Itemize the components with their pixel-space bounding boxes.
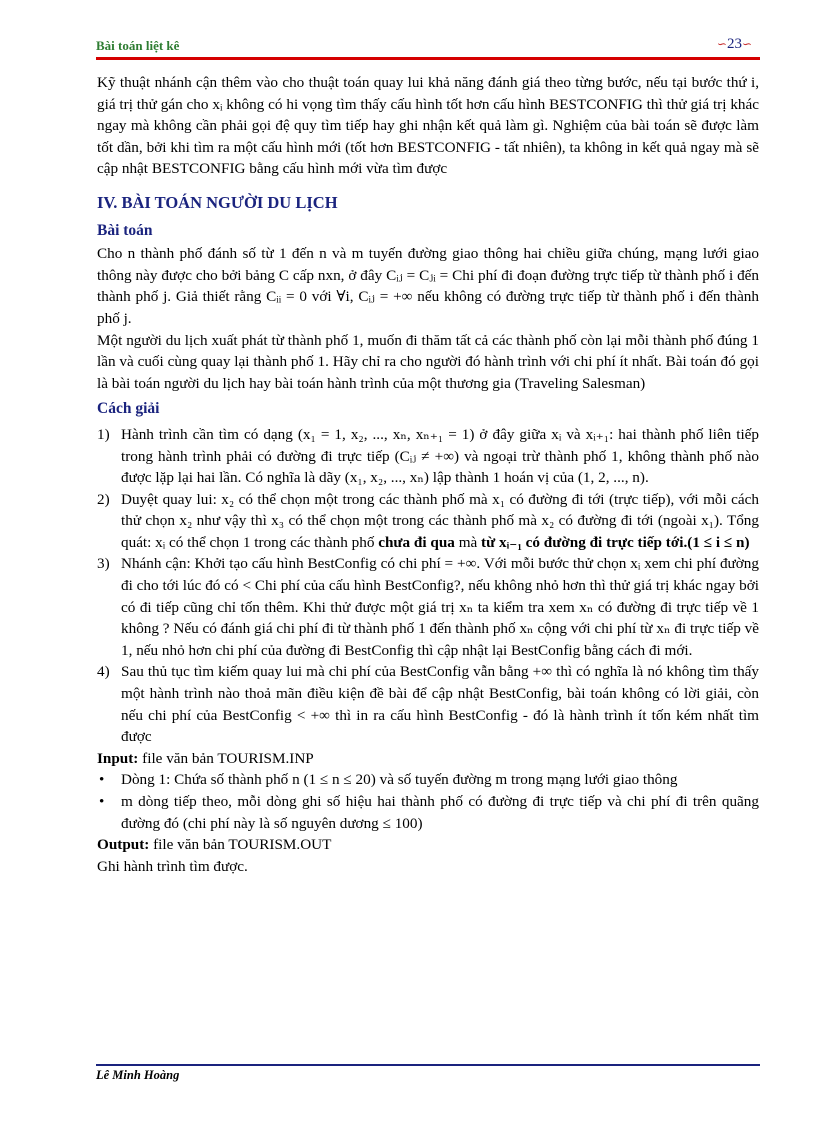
output-note: Ghi hành trình tìm được. xyxy=(97,857,248,875)
input-bullets xyxy=(97,769,759,834)
step-bold-text: chưa đi qua xyxy=(378,533,455,551)
step-text: Nhánh cận: Khởi tạo cấu hình BestConfig có chi phí = +∞. Với mỗi bước thử chọn xᵢ xem chi phí đường đi cho tới lúc đó có < Chi phí của cấu hình BestConfig?, nếu không nhỏ hơn thì thử giá trị khác ngay bởi có đi tiếp cũng chỉ tốn thêm. Khi thử được một giá trị xₙ ta kiểm tra xem xₙ có đường đi trực tiếp về 1 không ? Nếu có đánh giá chi phí đi từ thành phố 1 đến thành phố xₙ cộng với chi phí từ xₙ đi trực tiếp về 1, nếu nhỏ hơn chi phí của đường đi BestConfig thì cập nhật lại BestConfig bằng cách đi mới. xyxy=(121,555,759,659)
list-item xyxy=(97,769,759,791)
page-content xyxy=(97,72,759,877)
input-line xyxy=(97,748,759,770)
step-number: 1) xyxy=(97,425,110,443)
section-title: IV. BÀI TOÁN NGƯỜI DU LỊCH xyxy=(97,192,338,212)
step-text-mid: mà xyxy=(458,533,478,551)
page-number: 23 xyxy=(726,36,742,52)
step-number: 3) xyxy=(97,555,110,573)
step-text: Hành trình cần tìm có dạng (x₁ = 1, x₂, ..., xₙ, xₙ₊₁ = 1) ở đây giữa xᵢ và xᵢ₊₁: hai thành phố liên tiếp trong hành trình phải có đường đi trực tiếp (Cᵢⱼ ≠ +∞) và ngoại trừ thành phố 1, không thành phố nào được lặp lại hai lần. Có nghĩa là dãy (x₁, x₂, ..., xₙ) lập thành 1 hoán vị của (1, 2, ..., n). xyxy=(121,425,759,487)
step-text: Duyệt quay lui: x₂ có thể chọn một trong các thành phố mà x₁ có đường đi tới (trực tiếp), với mỗi cách thử chọn x₂ như vậy thì x₃ có thể chọn một trong các thành phố mà x₂ có đường đi tới (ngoài x₁). Tổng quát: xᵢ có thể chọn 1 trong các thành phố xyxy=(121,490,759,551)
bullet-icon: • xyxy=(99,771,105,789)
solution-heading: Cách giải xyxy=(97,400,160,418)
footer-author: Lê Minh Hoàng xyxy=(96,1068,180,1082)
step-item xyxy=(97,424,759,489)
bullet-text: m dòng tiếp theo, mỗi dòng ghi số hiệu hai thành phố có đường đi trực tiếp và chi phí đi trên quãng đường đó (chi phí này là số nguyên dương ≤ 100) xyxy=(121,793,759,832)
step-number: 2) xyxy=(97,490,110,508)
footer-divider xyxy=(96,1064,760,1066)
output-label: Output: xyxy=(97,836,150,854)
step-text: Sau thủ tục tìm kiếm quay lui mà chi phí của BestConfig vẫn bằng +∞ thì có nghĩa là nó không tìm thấy một hành trình nào thoả mãn điều kiện đề bài để cập nhật BestConfig, bài toán không có lời giải, còn nếu chi phí của BestConfig < +∞ thì in ra cấu hình BestConfig - đó là hành trình ít tốn kém nhất tìm được xyxy=(121,663,759,746)
solution-steps xyxy=(97,424,759,748)
page-number-block xyxy=(717,36,752,53)
problem-heading: Bài toán xyxy=(97,221,153,239)
header-title: Bài toán liệt kê xyxy=(96,38,180,53)
step-item xyxy=(97,661,759,747)
input-text: file văn bản TOURISM.INP xyxy=(142,749,314,767)
problem-paragraph-1: Cho n thành phố đánh số từ 1 đến n và m tuyến đường giao thông hai chiều giữa chúng, mạng lưới giao thông này được cho bởi bảng C cấp nxn, ở đây Cᵢⱼ = Cⱼᵢ = Chi phí đi đoạn đường trực tiếp từ thành phố i đến thành phố j. Giả thiết rằng Cᵢᵢ = 0 với ∀i, Cᵢⱼ = +∞ nếu không có đường trực tiếp từ thành phố i đến thành phố j. xyxy=(97,245,759,327)
header-divider xyxy=(96,57,760,60)
ornament-right-icon: ∽ xyxy=(741,37,752,51)
output-line xyxy=(97,834,759,856)
list-item xyxy=(97,791,759,834)
output-text: file văn bản TOURISM.OUT xyxy=(153,836,332,854)
input-label: Input: xyxy=(97,749,139,767)
bullet-icon: • xyxy=(99,793,105,810)
intro-paragraph: Kỹ thuật nhánh cận thêm vào cho thuật toán quay lui khả năng đánh giá theo từng bước, nếu tại bước thứ i, giá trị thử gán cho xᵢ không có hi vọng tìm thấy cấu hình tốt hơn cấu hình BESTCONFIG thì thử giá trị khác ngay mà không cần phải gọi đệ quy tìm tiếp hay ghi nhận kết quả làm gì. Nghiệm của bài toán sẽ được làm tốt dần, bởi khi tìm ra một cấu hình mới (tốt hơn BESTCONFIG - tất nhiên), ta không in kết quả ngay mà sẽ cập nhật BESTCONFIG bằng cấu hình mới vừa tìm được xyxy=(97,74,759,178)
step-item xyxy=(97,489,759,554)
step-bold-text: từ xᵢ₋₁ có đường đi trực tiếp tới.(1 ≤ i ≤ n) xyxy=(481,533,750,551)
step-item xyxy=(97,553,759,661)
step-number: 4) xyxy=(97,663,110,681)
page-header xyxy=(96,36,760,58)
ornament-left-icon: ∽ xyxy=(716,37,727,51)
problem-paragraph-2: Một người du lịch xuất phát từ thành phố 1, muốn đi thăm tất cả các thành phố còn lại mỗi thành phố đúng 1 lần và cuối cùng quay lại thành phố 1. Hãy chỉ ra cho người đó hành trình với chi phí ít nhất. Bài toán đó gọi là bài toán người du lịch hay bài toán hành trình của một thương gia (Traveling Salesman) xyxy=(97,331,759,392)
bullet-text: Dòng 1: Chứa số thành phố n (1 ≤ n ≤ 20) và số tuyến đường m trong mạng lưới giao thông xyxy=(121,771,678,789)
